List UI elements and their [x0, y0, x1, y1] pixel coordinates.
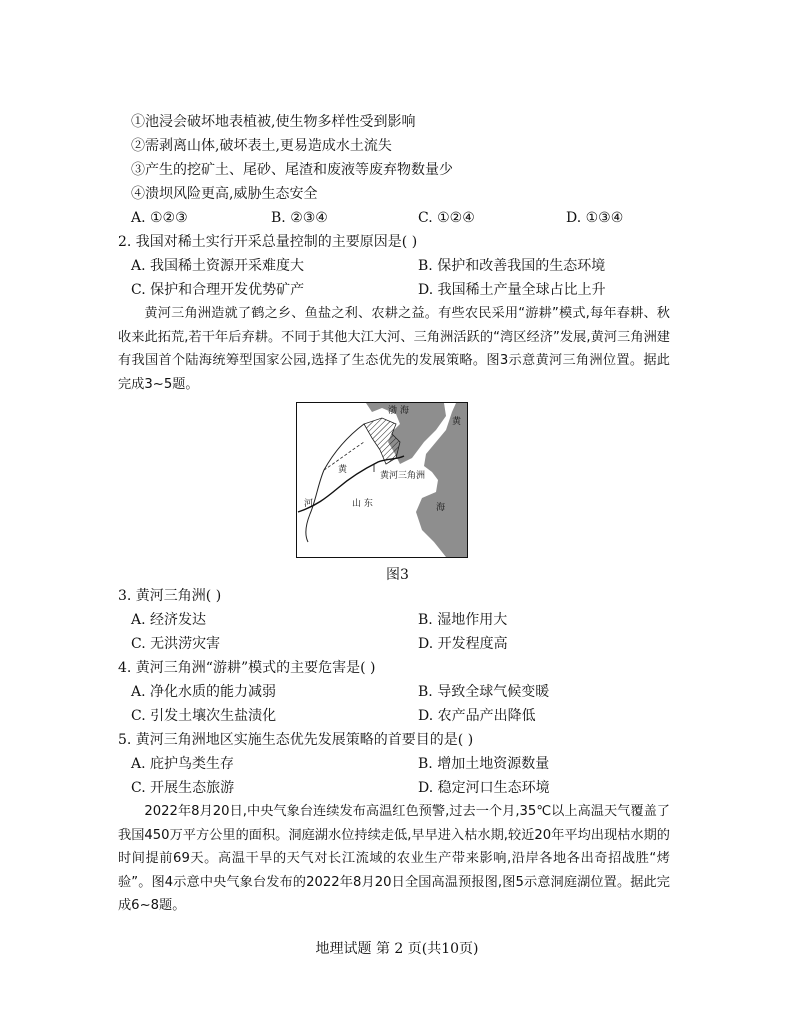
q1-option-b: B. ②③④	[271, 210, 328, 226]
q3-stem: 3. 黄河三角洲( )	[118, 588, 222, 604]
map-svg	[296, 402, 468, 558]
q2-option-c: C. 保护和合理开发优势矿产	[131, 282, 305, 298]
q4-option-d: D. 农产品产出降低	[418, 708, 536, 724]
q3-option-c: C. 无洪涝灾害	[131, 636, 221, 652]
passage-1-text: 黄河三角洲造就了鹤之乡、鱼盐之利、农耕之益。有些农民采用“游耕”模式,每年春耕、秋收来此拓荒,若干年后弃耕。不同于其他大江大河、三角洲活跃的“湾区经济”发展,黄河三角洲建有我国首个陆海统筹型国家公园,选择了生态优先的发展策略。图3示意黄河三角洲位置。据此完成3~5题。	[118, 306, 670, 392]
q5-option-a: A. 庇护鸟类生存	[131, 756, 235, 772]
q1-option-c: C. ①②④	[418, 210, 475, 226]
q1-item-2: ②需剥离山体,破坏表土,更易造成水土流失	[131, 138, 392, 154]
figure-3-caption: 图3	[386, 567, 409, 583]
label-shandong: 山 东	[352, 499, 373, 509]
passage-yellow-river-delta	[118, 302, 670, 396]
q2-stem: 2. 我国对稀土实行开采总量控制的主要原因是( )	[118, 234, 418, 250]
label-river-he2: 河	[304, 499, 314, 509]
label-bohai: 渤 海	[388, 406, 409, 416]
q2-option-b: B. 保护和改善我国的生态环境	[418, 258, 606, 274]
q4-option-b: B. 导致全球气候变暖	[418, 684, 550, 700]
label-delta: 黄河三角洲	[380, 471, 426, 481]
q2-option-a: A. 我国稀土资源开采难度大	[131, 258, 305, 274]
page-footer: 地理试题 第 2 页(共10页)	[315, 941, 479, 957]
label-hai: 海	[436, 503, 446, 513]
q5-option-d: D. 稳定河口生态环境	[418, 780, 550, 796]
q1-option-d: D. ①③④	[566, 210, 624, 226]
label-river-he1: 黄	[338, 465, 348, 475]
q3-option-d: D. 开发程度高	[418, 636, 508, 652]
q1-option-a: A. ①②③	[131, 210, 188, 226]
q1-item-1: ①池浸会破坏地表植被,使生物多样性受到影响	[131, 114, 416, 130]
q5-option-c: C. 开展生态旅游	[131, 780, 235, 796]
q1-item-3: ③产生的挖矿土、尾砂、尾渣和废液等废弃物数量少	[131, 162, 453, 178]
q1-item-4: ④溃坝风险更高,威胁生态安全	[131, 186, 318, 202]
q5-stem: 5. 黄河三角洲地区实施生态优先发展策略的首要目的是( )	[118, 732, 474, 748]
q5-option-b: B. 增加土地资源数量	[418, 756, 550, 772]
q2-option-d: D. 我国稀土产量全球占比上升	[418, 282, 606, 298]
q4-option-c: C. 引发土壤次生盐渍化	[131, 708, 277, 724]
passage-2-text: 2022年8月20日,中央气象台连续发布高温红色预警,过去一个月,35℃以上高温天气覆盖了我国450万平方公里的面积。洞庭湖水位持续走低,早早进入枯水期,较近20年平均出现枯水期的时间提前69天。高温干旱的天气对长江流域的农业生产带来影响,沿岸各地各出奇招战胜“烤验”。图4示意中央气象台发布的2022年8月20日全国高温预报图,图5示意洞庭湖位置。据此完成6~8题。	[118, 804, 670, 913]
figure-3-map	[296, 402, 468, 558]
q3-option-a: A. 经济发达	[131, 612, 207, 628]
q3-option-b: B. 湿地作用大	[418, 612, 508, 628]
label-huang: 黄	[452, 417, 462, 427]
q4-option-a: A. 净化水质的能力减弱	[131, 684, 277, 700]
q4-stem: 4. 黄河三角洲“游耕”模式的主要危害是( )	[118, 660, 376, 676]
passage-heatwave	[118, 800, 670, 918]
